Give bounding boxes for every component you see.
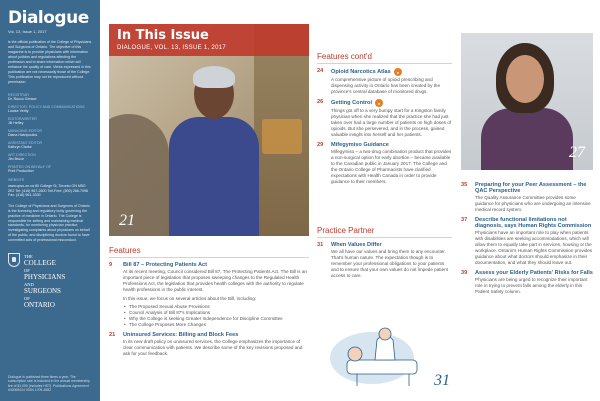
entry-description: The Quality Assurance Committee provides some guidance for physicians who are undergoing an intensive medical record system. — [475, 195, 591, 212]
staff-row — [8, 153, 92, 161]
page-number: 39 — [461, 270, 468, 276]
toc-entry[interactable] — [317, 242, 452, 279]
features-section — [109, 246, 309, 357]
physician-portrait — [461, 33, 593, 170]
page-title: In This Issue — [117, 28, 209, 43]
staff-row — [8, 117, 92, 125]
staff-row — [8, 129, 92, 137]
doctor-illustration — [317, 320, 452, 392]
toc-entry[interactable] — [317, 99, 452, 138]
page-number: 31 — [317, 242, 324, 248]
staff-role: MANAGING EDITOR — [8, 129, 43, 133]
section-heading: Practice Partner — [317, 226, 452, 238]
masthead-sidebar — [0, 0, 100, 401]
entry-description: Mifegymiso – a two-drug combination product that provides a non-surgical option for early abortion – became available to the Canadian public in January 2017. The College and the Ontario College of Pharmacists have clarified expectations with Health Canada in order to provide guidance to their members. — [331, 149, 452, 184]
physician-figure — [169, 69, 259, 236]
section-heading: Features cont'd — [317, 52, 452, 64]
toc-entry[interactable] — [109, 332, 309, 357]
address-text: www.cpso.on.ca 80 College St, Toronto ON M5G 2E2 Tel: (416) 967-2600 Toll-Free: (800) 268-7096 Fax: (416) 961-3330 — [8, 183, 88, 198]
dialogue-logo: Dialogue — [8, 8, 89, 28]
staff-row — [8, 141, 92, 149]
page-number: 21 — [109, 332, 116, 338]
bullet-item: • Why the College is seeking Greater Independence for Discipline Committee — [129, 316, 309, 322]
patient-figure — [109, 114, 169, 236]
crest-icon — [8, 253, 20, 267]
entry-description: We all have our values and bring them to any encounter. That's human nature. The expectation though is to remember your professional obligations to your patients and to ensure that your own values do not impede patient access to care. — [331, 249, 448, 278]
practice-partner-section — [317, 226, 452, 279]
staff-role: EDITOR/WRITER — [8, 117, 37, 121]
staff-role: ART DIRECTION — [8, 153, 36, 157]
subscription-note: Dialogue is published three times a year. The subscription rate is included in the annual membership fee of $1,050 (includes HST). Publications Agreement #40069024 ISSN 1709-4682 — [8, 374, 90, 393]
entry-title[interactable]: Preparing for your Peer Assessment – the QAC Perspective — [475, 182, 587, 194]
toc-entry[interactable] — [109, 262, 309, 328]
toc-entry[interactable] — [461, 270, 593, 295]
staff-name: Kathryn Clarke — [8, 145, 32, 149]
page-number: 37 — [461, 217, 468, 223]
college-logo — [8, 253, 92, 309]
toc-entry[interactable] — [461, 182, 593, 213]
illustration-page-number: 31 — [434, 372, 450, 389]
entry-title[interactable]: Assess your Elderly Patients' Risks for Falls — [475, 270, 593, 276]
right-column — [461, 178, 593, 295]
staff-role: REGISTRAR — [8, 93, 29, 97]
staff-row — [8, 165, 92, 173]
bullet-item: • The Proposed Sexual Abuse Provisions — [129, 304, 309, 310]
volume-label: Vol. 13, Issue 1, 2017 — [8, 29, 47, 34]
mission-text: The College of Physicians and Surgeons of Ontario is the licensing and regulatory body governing the practice of medicine in Ontario. The College is responsible for setting and maintaining medical standards, for monitoring physician practice, investigating complaints about physicians on behalf of the public, and disciplining doctors found to have committed acts of professional misconduct. — [8, 204, 90, 242]
staff-name: Jim Bruce — [8, 157, 24, 161]
staff-role: DIRECTOR, POLICY AND COMMUNICATIONS — [8, 105, 85, 109]
entry-title: Opioid Narcotics Atlas — [331, 69, 391, 75]
bullet-item: • The College Proposes More Changes — [129, 322, 309, 328]
entry-title: Getting Control — [331, 100, 373, 106]
issue-subtitle: DIALOGUE, VOL. 13, ISSUE 1, 2017 — [117, 45, 226, 51]
portrait-page-number: 27 — [569, 144, 585, 161]
issue-header — [109, 24, 309, 56]
page-number: 35 — [461, 182, 468, 188]
entry-description: Physicians are being urged to recognize their important role in trying to prevent falls among the elderly in this Patient Safety column. — [475, 277, 588, 294]
entry-title[interactable]: Uninsured Services: Billing and Block Fees — [123, 332, 239, 338]
entry-title[interactable]: When Values Differ — [331, 242, 382, 248]
contact-block — [8, 178, 92, 198]
entry-title[interactable]: Mifegymiso Guidance — [331, 142, 389, 148]
college-name: THE COLLEGE OF PHYSICIANS AND SURGEONS OF ONTARIO — [24, 253, 66, 309]
entry-lead: In this issue, we focus on several articles about the Bill, including: — [123, 296, 257, 301]
page-number: 9 — [109, 262, 113, 268]
page-number: 24 — [317, 68, 324, 74]
staff-name: Jill Hefley — [8, 121, 24, 125]
cover-page-number: 21 — [119, 212, 135, 229]
entry-description: At its recent meeting, Council considered Bill 87, The Protecting Patients Act. The Bill is an important piece of legislation that proposes sweeping changes to the Regulated Health Professions Act, the legislation that provides health colleges with the authority to regulate health professions in the public interest. — [123, 269, 307, 292]
staff-role: ASSISTANT EDITOR — [8, 141, 43, 145]
section-heading: Features — [109, 246, 309, 258]
staff-name: Diana Hatzipoulos — [8, 133, 38, 137]
staff-role: PRINTED ON BEHALF OF — [8, 165, 52, 169]
staff-name: Dr. Rocco Gerace — [8, 97, 37, 101]
entry-title[interactable]: Bill 87 – Protecting Patients Act — [123, 262, 208, 268]
website-label: WEBSITE — [8, 178, 25, 182]
bullet-list — [123, 304, 309, 328]
opioid-badge-icon: ● — [375, 99, 383, 107]
entry-description: Things got off to a very bumpy start for a Kingston family physician when she realized that the practice she had just taken over had a large number of patients on high doses of opioids. But she persevered, and in the process, gained valuable insight into herself and her patients. — [331, 108, 452, 137]
entry-description: In its new draft policy on uninsured services, the College emphasizes the importance of clear communication with patients. We describe some of the key revisions proposed and ask for your feedback. — [123, 339, 303, 356]
entry-title[interactable]: Describe functional limitations not diagnosis, says Human Rights Commission — [475, 217, 592, 229]
entry-description: A comprehensive picture of opioid prescribing and dispensing activity in Ontario has been created by the province's central database of monitored drugs. — [331, 77, 441, 94]
masthead-blurb: is the official publication of the College of Physicians and Surgeons of Ontario. The objective of this magazine is to provide physicians with information about policies and regulations affecting the profession and to share information which will enhance the quality of care. Views expressed in this publication are not necessarily those of the College. This publication may not be reproduced without permission. — [8, 40, 92, 84]
opioid-badge-icon: ● — [394, 68, 402, 76]
entry-title-row[interactable] — [331, 68, 452, 76]
page-number: 26 — [317, 99, 324, 105]
features-contd-section — [317, 52, 452, 185]
staff-name: Louise Verity — [8, 109, 29, 113]
staff-row — [8, 105, 92, 113]
toc-entry[interactable] — [461, 217, 593, 266]
staff-list — [8, 93, 92, 173]
entry-description: Physicians have an important role to play when patients with disabilities are seeking accommodations, which will allow them to equally take part in services, housing or the workplace. Ontario's Human Rights Commission provides guidance about what doctors should emphasize in their documentation, and what they should leave out. — [475, 230, 593, 265]
toc-entry[interactable] — [317, 68, 452, 95]
toc-entry[interactable] — [317, 142, 452, 185]
staff-name: Print Production — [8, 169, 34, 173]
page-number: 29 — [317, 142, 324, 148]
entry-title-row[interactable] — [331, 99, 452, 107]
illustration-drawing — [317, 320, 452, 392]
staff-row — [8, 93, 92, 101]
bullet-item: • Council Analysis of Bill 87's Implications — [129, 310, 309, 316]
